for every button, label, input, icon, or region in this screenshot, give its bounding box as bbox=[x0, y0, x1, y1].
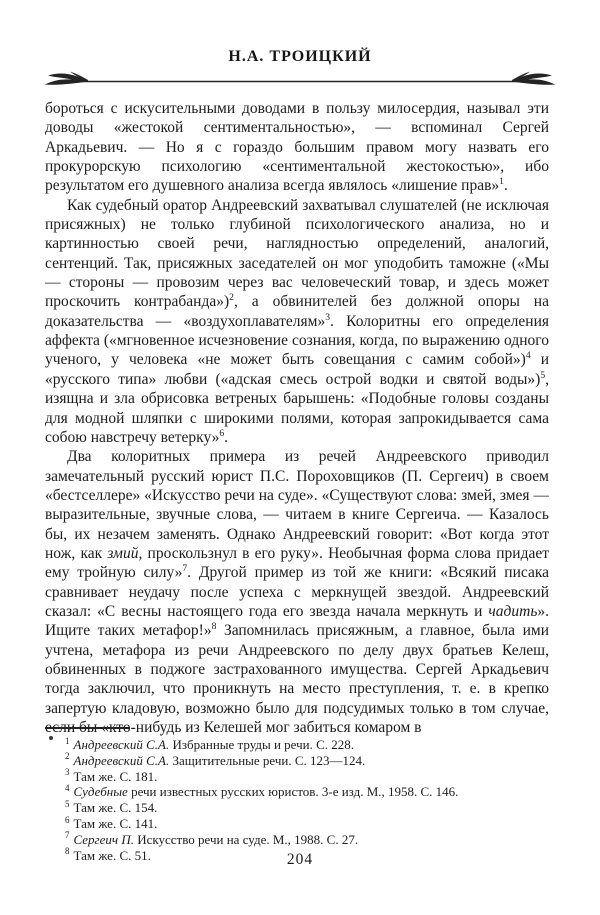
text-segment: . Другой пример из той же книги: «Всякий писака сравнивает неудачу после успеха с меркнущей звездой. Андреевский сказал: «С весны настоящего года его звезда начала меркнуть и bbox=[45, 564, 549, 620]
text-segment: , изящна и зла обрисовка ветреных барышень: «Подобные головы созданы для модной шляпки с широкими полями, которая запрокидывается сама собою навстречу ветерку» bbox=[45, 370, 549, 446]
footnote-number: 7 bbox=[65, 830, 70, 841]
footnote-ref: 1 bbox=[499, 176, 504, 188]
text-segment: Запомнилась присяжным, а главное, была ими учтена, метафора из речи Андреевского по делу двух братьев Келеш, обвиненных в поджоге застрахованного имущества. Сергей Аркадьевич тогда заключил, что проникнуть на место преступления, т. е. в крепко запертую кладовую, возможно было для подсудимых только в том случае, если бы «кто-нибудь из Келешей мог забиться комаром в bbox=[45, 622, 549, 736]
footnote-ref: 8 bbox=[211, 621, 217, 633]
footnote-separator bbox=[45, 727, 129, 729]
body-paragraph bbox=[45, 447, 549, 737]
footnote-number: 3 bbox=[65, 767, 70, 778]
text-segment: . Колоритны его определения аффекта («мгновенное исчезновение сознания, когда, по выражению одного ученого, у человека «не может быть совещания с самим собой») bbox=[45, 312, 549, 369]
footnote-ref: 3 bbox=[325, 311, 331, 323]
text-segment: ». Ищите таких метафор!» bbox=[45, 602, 549, 640]
footnote bbox=[45, 737, 549, 753]
text-segment: Там же. С. 51. bbox=[73, 847, 151, 863]
text-segment: бороться с искусительными доводами в пользу милосердия, называл эти доводы «жестокой сентиментальностью», — вспоминал Сергей Аркадьевич. — Но я с гораздо большим правом могу назвать его прокурорскую психологию «сентиментальной жестокостью», ибо результатом его душевного анализа всегда являлось «лишение прав» bbox=[45, 100, 549, 195]
body-paragraph bbox=[45, 196, 549, 447]
left-flourish-icon bbox=[45, 72, 88, 85]
footnote-number: 1 bbox=[65, 735, 70, 746]
ornamental-divider bbox=[44, 70, 556, 88]
text-segment: Как судебный оратор Андреевский захватывал слушателей (не исключая присяжных) не только глубиной психологического анализа, но и картинностью своей речи, наглядностью определений, аналогий, сентенций. Так, присяжных заседателей он мог уподобить таможне («Мы — стороны — провозим через вас человеческий товар, и здесь может проскочить контрабанда») bbox=[45, 196, 549, 311]
footnote-ref: 2 bbox=[229, 292, 234, 304]
text-segment: , проскользнул в его руку». Необычная форма слова придает ему тройную силу» bbox=[45, 544, 549, 582]
text-segment: , а обвинителей без должной опоры на доказательства — «воздухоплавателям» bbox=[45, 293, 549, 330]
text-segment: . bbox=[224, 428, 229, 446]
footnote bbox=[45, 832, 549, 848]
running-header-author: Н.А. ТРОИЦКИЙ bbox=[228, 48, 372, 65]
footnote bbox=[45, 800, 549, 816]
footnote-number: 6 bbox=[65, 814, 70, 825]
footnote bbox=[45, 784, 549, 800]
footnote bbox=[45, 816, 549, 832]
text-segment: Защитительные речи. С. 123—124. bbox=[169, 752, 366, 768]
italic-term: чадить bbox=[488, 602, 538, 620]
text-segment: Избранные труды и речи. С. 228. bbox=[169, 737, 355, 752]
footnote-number: 2 bbox=[65, 751, 70, 762]
footnote-ref: 7 bbox=[182, 563, 188, 575]
italic-term: Андреевский С.А. bbox=[73, 737, 170, 752]
text-segment: речи известных русских юристов. 3-е изд. М., 1958. С. 146. bbox=[127, 784, 459, 800]
text-segment: Там же. С. 181. bbox=[73, 768, 158, 784]
footnotes-block bbox=[45, 737, 549, 863]
footnote-number: 5 bbox=[65, 798, 70, 809]
italic-term: змий bbox=[107, 544, 139, 562]
footnote bbox=[45, 753, 549, 769]
body-text bbox=[45, 99, 549, 741]
footnote-ref: 6 bbox=[219, 427, 225, 439]
footnote-ref: 5 bbox=[540, 369, 546, 381]
text-segment: Там же. С. 154. bbox=[73, 800, 158, 816]
text-segment: Искусство речи на суде. М., 1988. С. 27. bbox=[133, 831, 359, 847]
text-segment: . bbox=[503, 177, 508, 195]
footnote-ref: 4 bbox=[525, 350, 531, 362]
footnote bbox=[45, 769, 549, 785]
footnote-number: 4 bbox=[65, 783, 70, 794]
footnote-number: 8 bbox=[65, 846, 70, 857]
text-segment: Два колоритных примера из речей Андреевского приводил замечательный русский юрист П.С. Пороховщиков (П. Сергеич) в своем «бестселлере» «Искусство речи на суде». «Существуют слова: змей, змея — выразительные, звучные слова, — читаем в книге Сергеича. — Казалось бы, их незачем заменять. Однако Андреевский говорит: «Вот когда этот нож, как bbox=[45, 448, 549, 562]
text-segment: и «русского типа» любви («адская смесь острой водки и святой воды») bbox=[45, 351, 549, 388]
body-paragraph bbox=[45, 99, 549, 196]
italic-term: Сергеич П. bbox=[73, 831, 134, 847]
right-flourish-icon bbox=[512, 72, 555, 85]
page-number: 204 bbox=[286, 851, 314, 868]
text-segment: Там же. С. 141. bbox=[73, 815, 158, 831]
italic-term: Андреевский С.А. bbox=[73, 752, 170, 768]
italic-term: Судебные bbox=[73, 784, 128, 800]
